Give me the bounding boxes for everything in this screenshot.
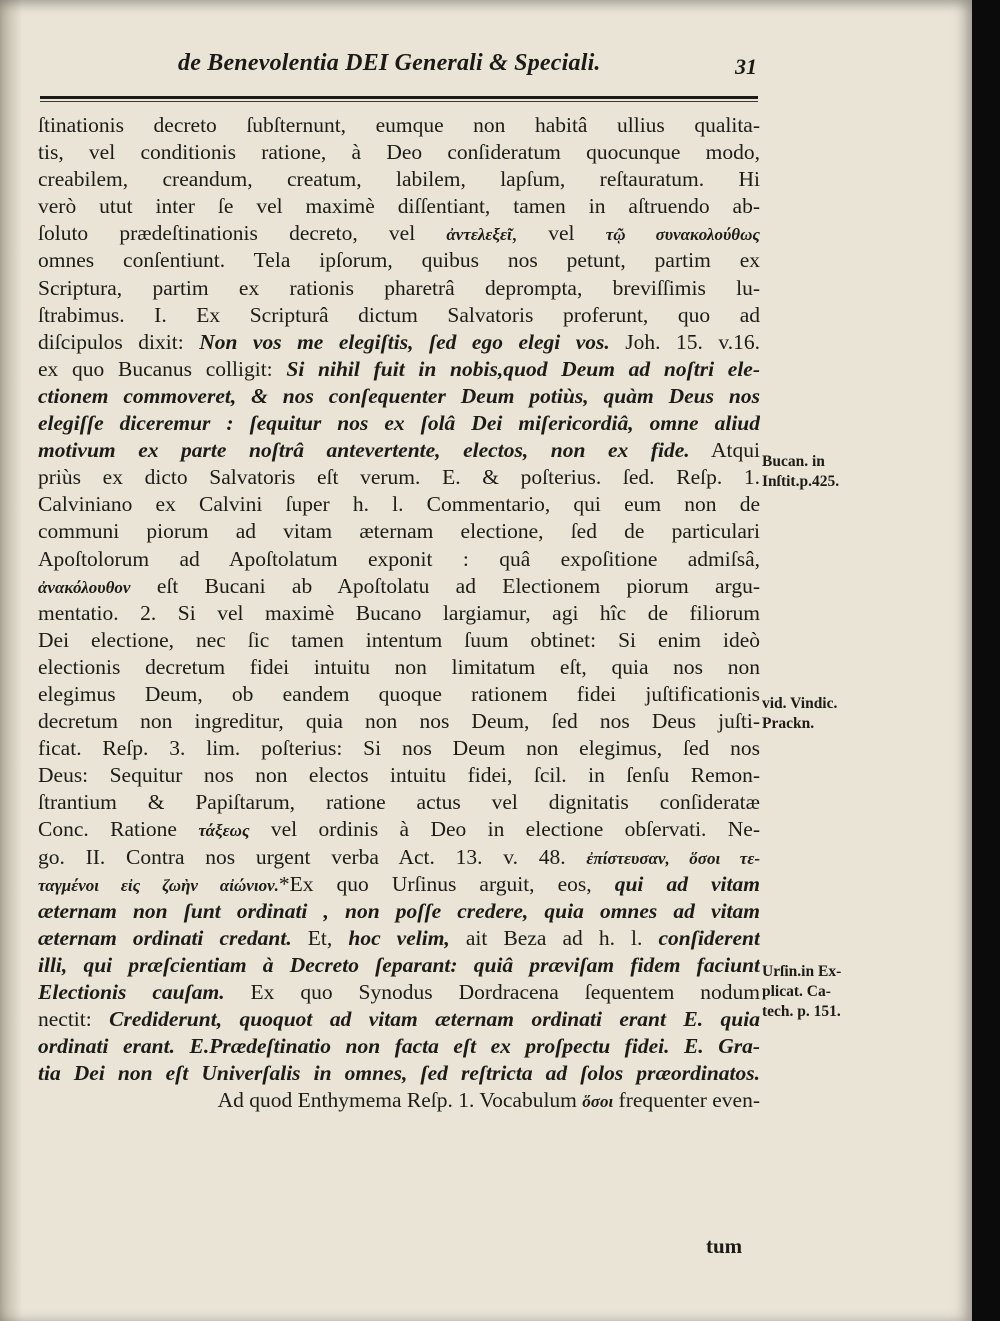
text-line: æternam non ſunt ordinati , non poſſe credere, quia omnes ad vitam — [38, 898, 760, 923]
text-line: Electionis cauſam. Ex quo Synodus Dordracena ſequentem nodum — [38, 980, 760, 1004]
margin-note-ursin: Urſin.in Ex- plicat. Ca- tech. p. 151. — [762, 963, 842, 1020]
text-line: priùs ex dicto Salvatoris eſt verum. E. & poſterius. ſed. Reſp. 1. — [38, 465, 760, 490]
text-line: ſoluto prædeſtinationis decreto, vel ἀντελεξεῖ, vel τῷ συνακολούθως — [38, 221, 760, 246]
text-line: verò utut inter ſe vel maximè diſſentiant, tamen in aſtruendo ab- — [38, 194, 760, 219]
text-line: omnes conſentiunt. Tela ipſorum, quibus nos petunt, partim ex — [38, 248, 760, 273]
greek-word: ἀντελεξεῖ — [446, 225, 512, 245]
text-line: ctionem commoveret, & nos conſequenter Deum potiùs, quàm Deus nos — [38, 383, 760, 408]
catchword: tum — [706, 1234, 743, 1258]
text-line: tia Dei non eſt Univerſalis in omnes, ſed reſtricta ad ſolos præordinatos. — [38, 1061, 760, 1086]
text-line: ſtrantium & Papiſtarum, ratione actus vel dignitatis conſideratæ — [38, 790, 760, 815]
text-line: nectit: Crediderunt, quoquot ad vitam æternam ordinati erant E. quia — [38, 1007, 760, 1032]
text-line: elegiſſe diceremur : ſequitur nos ex ſolâ Dei miſericordiâ, omne aliud — [38, 411, 760, 436]
margin-note-bucan: Bucan. in Inſtit.p.425. — [762, 453, 840, 490]
text-line: Calviniano ex Calvini ſuper h. l. Commentario, qui eum non de — [38, 492, 760, 517]
greek-word: ταγμένοι εἰς ζωὴν αἰώνιον. — [38, 875, 279, 895]
greek-word: τῷ συνακολούθως — [605, 225, 760, 245]
text-line: Apoſtolorum ad Apoſtolatum exponit : quâ expoſitione admiſsâ, — [38, 546, 760, 571]
body-text — [38, 112, 760, 1114]
text-line: diſcipulos dixit: Non vos me elegiſtis, ſed ego elegi vos. Joh. 15. v.16. — [38, 329, 760, 354]
text-line: mentatio. 2. Si vel maximè Bucano largiamur, agi hîc de filiorum — [38, 600, 760, 625]
text-line: communi piorum ad vitam æternam electione, ſed de particulari — [38, 519, 760, 544]
text-line: ſtinationis decreto ſubſternunt, eumque non habitâ ullius qualita- — [38, 113, 760, 137]
greek-word: ὅσοι — [582, 1092, 614, 1112]
text-line: Scriptura, partim ex rationis pharetrâ deprompta, breviſſimis lu- — [38, 275, 760, 300]
running-title: de Benevolentia DEI Generali & Speciali. — [178, 50, 601, 76]
text-line: illi, qui præſcientiam à Decreto ſeparant: quiâ præviſam fidem faciunt — [38, 952, 760, 977]
text-line: tis, vel conditionis ratione, à Deo conſideratum quocunque modo, — [38, 140, 760, 165]
greek-word: τάξεως — [198, 821, 250, 841]
page-header — [0, 48, 972, 88]
text-line: ἀνακόλουθον eſt Bucani ab Apoſtolatu ad Electionem piorum argu- — [38, 573, 760, 598]
text-line: ficat. Reſp. 3. lim. poſterius: Si nos Deum non elegimus, ſed nos — [38, 736, 760, 761]
text-line: ταγμένοι εἰς ζωὴν αἰώνιον.*Ex quo Urſinus arguit, eos, qui ad vitam — [38, 871, 760, 896]
header-rule — [40, 96, 758, 99]
page-number: 31 — [735, 54, 757, 79]
greek-word: ἀνακόλουθον — [38, 577, 131, 597]
text-line: ex quo Bucanus colligit: Si nihil fuit in nobis,quod Deum ad noſtri ele- — [38, 356, 760, 381]
text-line: ſtrabimus. I. Ex Scripturâ dictum Salvatoris proferunt, quo ad — [38, 302, 760, 327]
text-line: decretum non ingreditur, quia non nos Deum, ſed nos Deus juſti- — [38, 709, 760, 734]
text-line: electionis decretum fidei intuitu non limitatum eſt, quia nos non — [38, 654, 760, 679]
text-line: Dei electione, nec ſic tamen intentum ſuum obtinet: Si enim ideò — [38, 627, 760, 652]
text-line: Conc. Ratione τάξεως vel ordinis à Deo in electione obſervati. Ne- — [38, 817, 760, 842]
text-line: æternam ordinati credant. Et, hoc velim, ait Beza ad h. l. conſiderent — [38, 925, 760, 950]
text-line: Deus: Sequitur nos non electos intuitu fidei, ſcil. in ſenſu Remon- — [38, 763, 760, 788]
text-line: elegimus Deum, ob eandem quoque rationem fidei juſtificationis — [38, 681, 760, 706]
text-line: creabilem, creandum, creatum, labilem, lapſum, reſtauratum. Hi — [38, 167, 760, 192]
text-line: ordinati erant. E.Prædeſtinatio non facta eſt ex proſpectu fidei. E. Gra- — [38, 1034, 760, 1059]
text-line: motivum ex parte noſtrâ antevertente, electos, non ex fide. Atqui — [38, 438, 760, 463]
text-line: Ad quod Enthymema Reſp. 1. Vocabulum ὅσοι frequenter even- — [217, 1088, 760, 1113]
margin-note-vindic: vid. Vindic. Prackn. — [762, 695, 838, 732]
greek-word: ἐπίστευσαν, ὅσοι τε- — [586, 848, 760, 868]
text-line: go. II. Contra nos urgent verba Act. 13. v. 48. ἐπίστευσαν, ὅσοι τε- — [38, 844, 760, 869]
